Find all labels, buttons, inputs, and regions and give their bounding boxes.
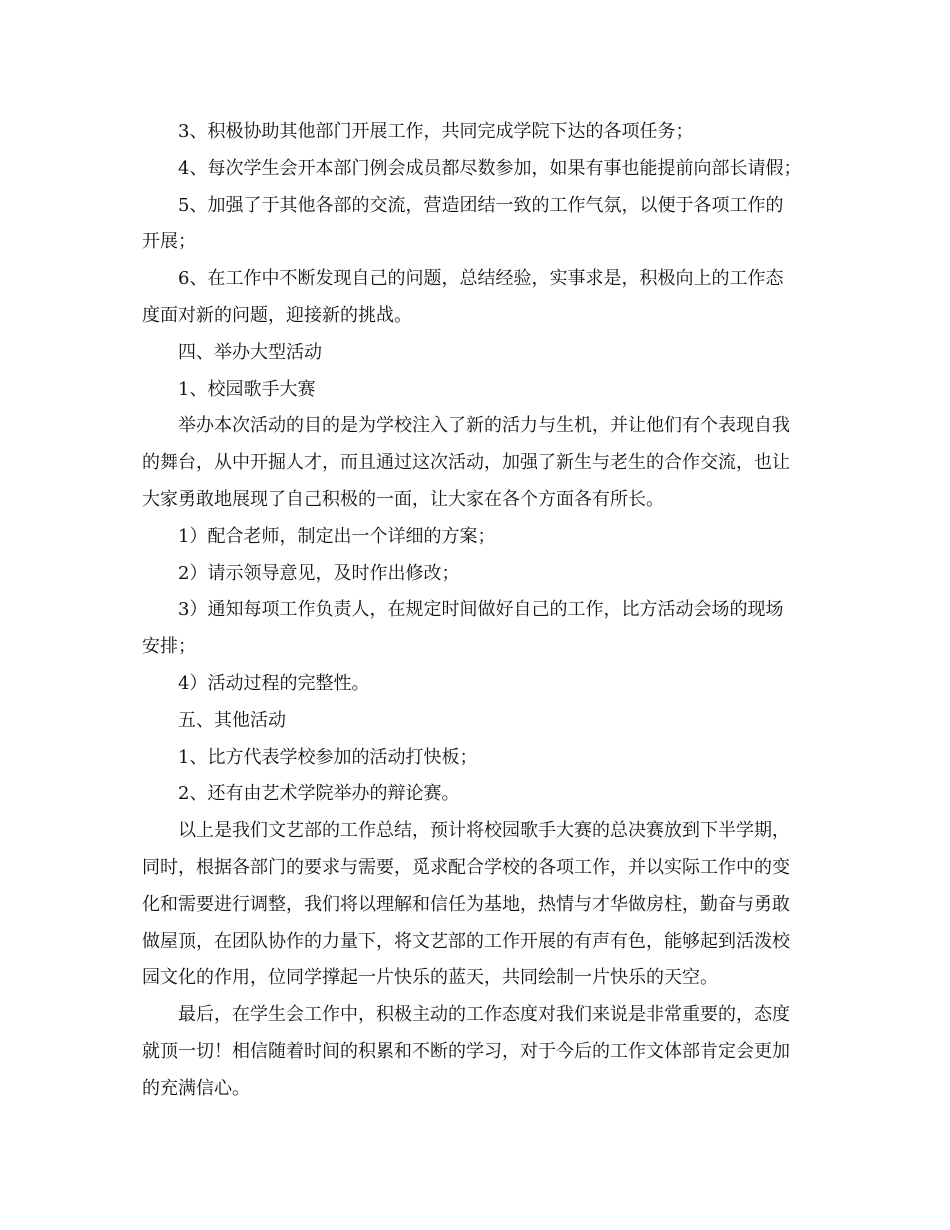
text-line: 举办本次活动的目的是为学校注入了新的活力与生机，并让他们有个表现自我 [178, 415, 790, 437]
paragraph [142, 703, 810, 740]
text-line: 同时，根据各部门的要求与需要，觅求配合学校的各项工作，并以实际工作中的变 [142, 856, 790, 878]
text-line: 最后，在学生会工作中，积极主动的工作态度对我们来说是非常重要的，态度 [178, 1004, 790, 1026]
paragraph [142, 335, 810, 372]
text-line: 五、其他活动 [178, 709, 286, 731]
text-line: 3、积极协助其他部门开展工作，共同完成学院下达的各项任务； [178, 121, 694, 142]
paragraph [142, 372, 810, 409]
text-line: 3）通知每项工作负责人，在规定时间做好自己的工作，比方活动会场的现场 [178, 599, 784, 621]
paragraph [142, 261, 810, 335]
paragraph [142, 740, 810, 777]
paragraph [142, 408, 810, 518]
text-line: 的舞台，从中开掘人才，而且通过这次活动，加强了新生与老生的合作交流，也让 [142, 452, 790, 474]
text-line: 4）活动过程的完整性。 [178, 672, 370, 694]
text-line: 6、在工作中不断发现自己的问题，总结经验，实事求是，积极向上的工作态 [178, 268, 784, 290]
text-line: 4、每次学生会开本部门例会成员都尽数参加，如果有事也能提前向部长请假； [178, 157, 802, 179]
text-line: 就顶一切！相信随着时间的积累和不断的学习，对于今后的工作文体部肯定会更加 [142, 1040, 790, 1062]
text-line: 园文化的作用，位同学撑起一片快乐的蓝天，共同绘制一片快乐的天空。 [142, 967, 718, 989]
text-line: 的充满信心。 [142, 1077, 250, 1099]
paragraph [142, 188, 810, 262]
paragraph [142, 813, 810, 997]
paragraph [142, 556, 810, 593]
text-line: 四、举办大型活动 [178, 341, 322, 363]
paragraph [142, 666, 810, 703]
text-line: 度面对新的问题，迎接新的挑战。 [142, 304, 412, 326]
text-line: 安排； [142, 636, 196, 658]
text-line: 以上是我们文艺部的工作总结，预计将校园歌手大赛的总决赛放到下半学期， [178, 820, 790, 842]
text-line: 1、比方代表学校参加的活动打快板； [178, 746, 478, 768]
text-line: 1、校园歌手大赛 [178, 378, 316, 400]
text-line: 2、还有由艺术学院举办的辩论赛。 [178, 783, 460, 805]
paragraph [142, 997, 810, 1107]
text-line: 2）请示领导意见，及时作出修改； [178, 562, 460, 584]
text-line: 开展； [142, 231, 196, 253]
paragraph [142, 592, 810, 666]
text-line: 1）配合老师，制定出一个详细的方案； [178, 525, 496, 547]
paragraph [142, 114, 810, 151]
document-body [142, 114, 810, 1108]
text-line: 做屋顶，在团队协作的力量下，将文艺部的工作开展的有声有色，能够起到活泼校 [142, 930, 790, 952]
paragraph [142, 151, 810, 188]
text-line: 化和需要进行调整，我们将以理解和信任为基地，热情与才华做房柱，勤奋与勇敢 [142, 893, 790, 915]
paragraph [142, 776, 810, 813]
text-line: 5、加强了于其他各部的交流，营造团结一致的工作气氛，以便于各项工作的 [178, 194, 784, 216]
text-line: 大家勇敢地展现了自己积极的一面，让大家在各个方面各有所长。 [142, 488, 664, 510]
paragraph [142, 519, 810, 556]
